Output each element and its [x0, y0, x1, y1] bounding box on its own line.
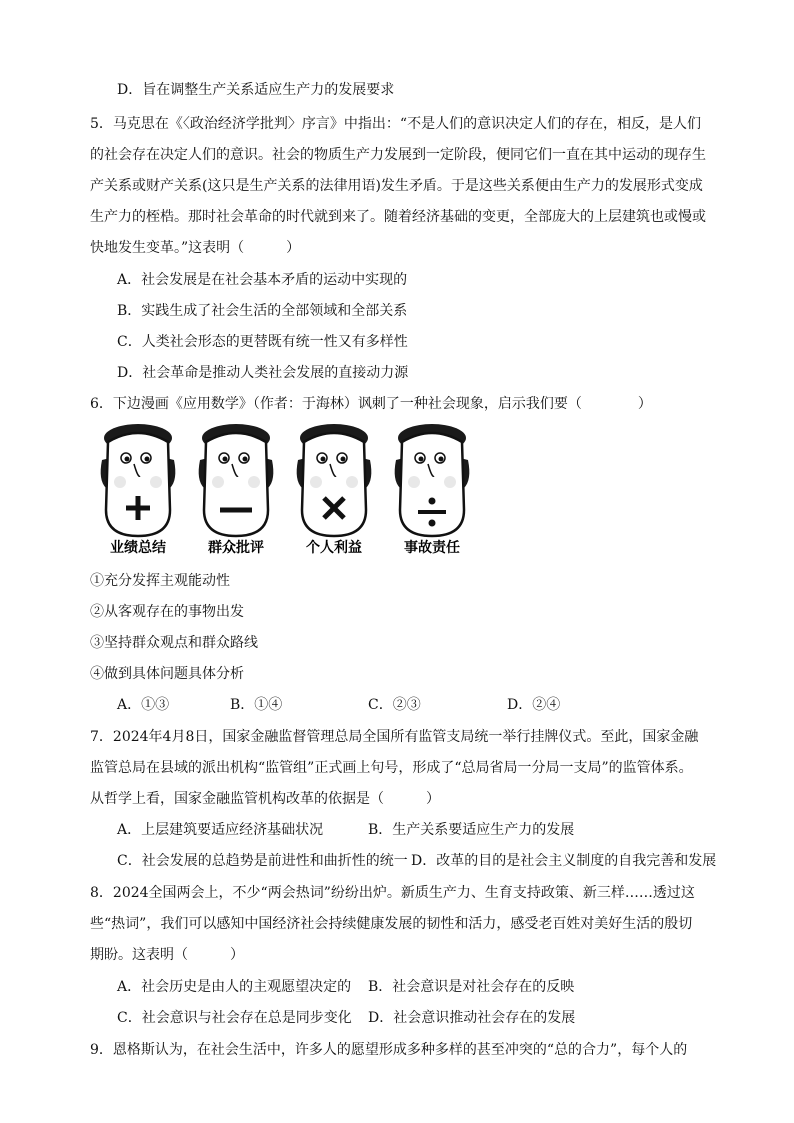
comic-face-times [297, 424, 372, 536]
q6-option-a: A．①③ [117, 697, 170, 713]
comic-face-divide [395, 424, 470, 536]
comic-face-minus [199, 424, 274, 536]
q6-option-d: D．②④ [507, 697, 561, 713]
q7-options-row-2 [0, 851, 794, 871]
comic-caption-4: 事故责任 [404, 540, 460, 556]
q7-option-a: A．上层建筑要适应经济基础状况 [117, 822, 324, 838]
q5-option-b: B．实践生成了社会生活的全部领域和全部关系 [117, 303, 408, 319]
q5-option-c: C．人类社会形态的更替既有统一性又有多样性 [117, 334, 408, 350]
comic-face-plus [101, 424, 176, 536]
q7-stem-line-3: 从哲学上看，国家金融监管机构改革的依据是（ ） [90, 791, 440, 807]
q6-item-1: ①充分发挥主观能动性 [90, 573, 230, 589]
q8-option-a: A．社会历史是由人的主观愿望决定的 [117, 979, 352, 995]
q5-stem-line-3: 产关系或财产关系(这只是生产关系的法律用语)发生矛盾。于是这些关系便由生产力的发展形式变成 [90, 178, 703, 194]
q8-options-row-1 [0, 977, 794, 997]
q5-option-d: D．社会革命是推动人类社会发展的直接动力源 [117, 365, 409, 381]
q5-stem-line-5: 快地发生变革。”这表明（ ） [90, 240, 301, 256]
q8-options-row-2 [0, 1008, 794, 1028]
q6-item-3: ③坚持群众观点和群众路线 [90, 635, 258, 651]
q5-option-a: A．社会发展是在社会基本矛盾的运动中实现的 [117, 272, 408, 288]
comic-caption-1: 业绩总结 [110, 540, 166, 556]
q5-stem-line-4: 生产力的桎梏。那时社会革命的时代就到来了。随着经济基础的变更，全部庞大的上层建筑也或慢或 [90, 209, 706, 225]
q8-stem-line-1: 8．2024全国两会上，不少“两会热词”纷纷出炉。新质生产力、生育支持政策、新三样……透过这 [90, 885, 695, 901]
q7-option-d: D．改革的目的是社会主义制度的自我完善和发展 [411, 853, 717, 869]
q6-options [0, 695, 794, 715]
q7-option-c: C．社会发展的总趋势是前进性和曲折性的统一 [117, 853, 408, 869]
q8-option-b: B．社会意识是对社会存在的反映 [368, 979, 575, 995]
q9-stem-line-1: 9．恩格斯认为，在社会生活中，许多人的愿望形成多种多样的甚至冲突的“总的合力”，每个人的 [90, 1042, 688, 1058]
q8-stem-line-3: 期盼。这表明（ ） [90, 947, 244, 963]
q6-item-4: ④做到具体问题具体分析 [90, 666, 244, 682]
comic-caption-2: 群众批评 [208, 540, 264, 556]
q5-stem-line-2: 的社会存在决定人们的意识。社会的物质生产力发展到一定阶段，便同它们一直在其中运动的现存生 [90, 147, 706, 163]
q6-item-2: ②从客观存在的事物出发 [90, 604, 244, 620]
comic-caption-3: 个人利益 [306, 540, 362, 556]
q5-stem-line-1: 5．马克思在《〈政治经济学批判〉序言》中指出：“不是人们的意识决定人们的存在，相反，是人们 [90, 116, 702, 132]
q7-options-row-1 [0, 820, 794, 840]
q4-option-d: D．旨在调整生产关系适应生产力的发展要求 [117, 82, 395, 98]
q6-option-b: B．①④ [230, 697, 283, 713]
q8-option-c: C．社会意识与社会存在总是同步变化 [117, 1010, 352, 1026]
q7-stem-line-2: 监管总局在县域的派出机构“监管组”正式画上句号，形成了“总局省局一分局一支局”的监管体系。 [90, 760, 693, 776]
comic-applied-math [88, 418, 478, 560]
q8-stem-line-2: 些“热词”，我们可以感知中国经济社会持续健康发展的韧性和活力，感受老百姓对美好生活的殷切 [90, 916, 693, 932]
q7-stem-line-1: 7．2024年4月8日，国家金融监督管理总局全国所有监管支局统一举行挂牌仪式。至此，国家金融 [90, 729, 699, 745]
q6-stem: 6．下边漫画《应用数学》（作者：于海林）讽刺了一种社会现象，启示我们要（ ） [90, 396, 652, 412]
q8-option-d: D．社会意识推动社会存在的发展 [368, 1010, 576, 1026]
q6-option-c: C．②③ [368, 697, 421, 713]
q7-option-b: B．生产关系要适应生产力的发展 [368, 822, 575, 838]
